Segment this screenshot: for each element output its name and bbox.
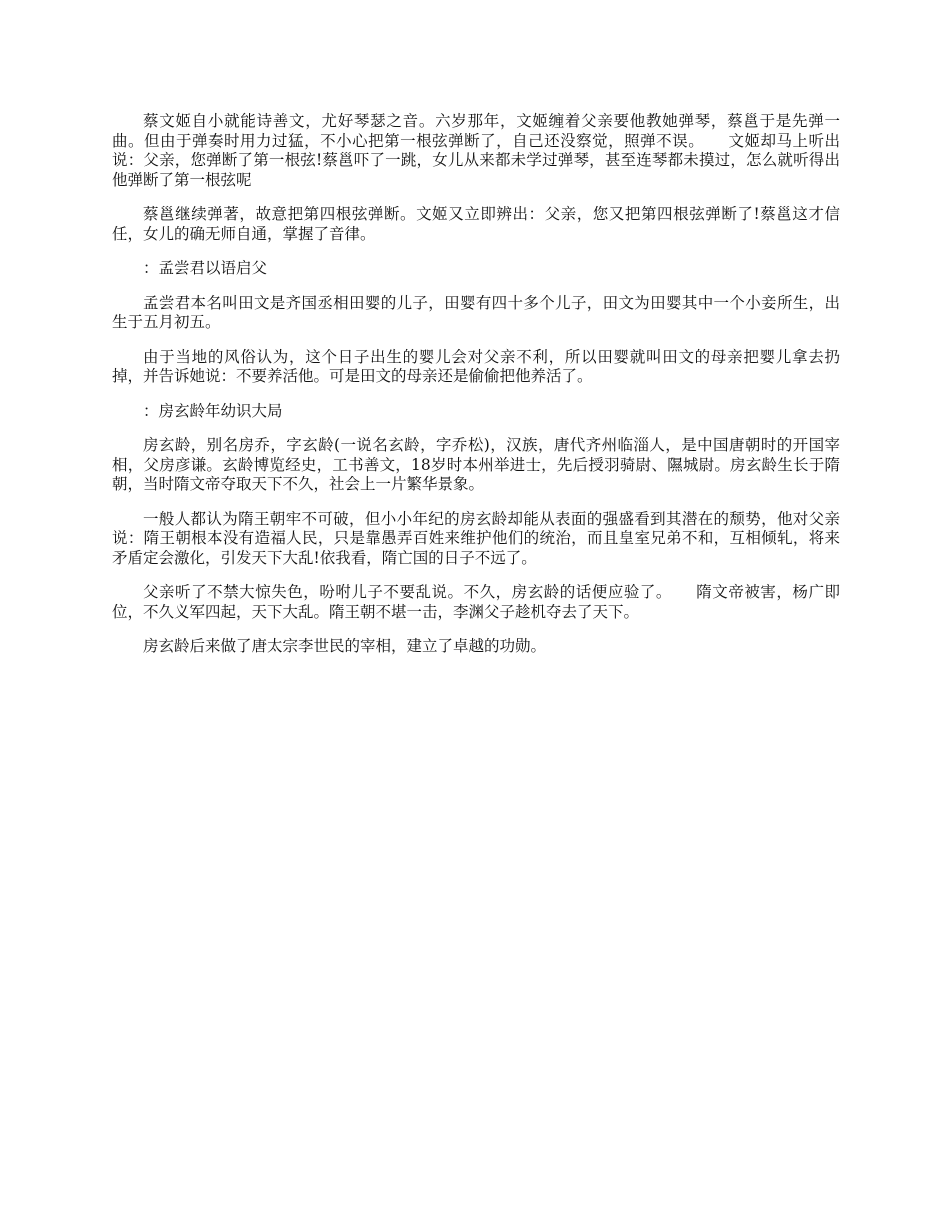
- paragraph-fang-xuanling-fulfilled: 父亲听了不禁大惊失色，吩咐儿子不要乱说。不久，房玄龄的话便应验了。 隋文帝被害，杨广即位，不久义军四起，天下大乱。隋王朝不堪一击，李渊父子趁机夺去了天下。: [112, 583, 840, 621]
- document-body: [112, 112, 840, 672]
- section-heading-fang-xuanling: ：房玄龄年幼识大局: [143, 401, 283, 420]
- paragraph-fang-xuanling-prediction: 一般人都认为隋王朝牢不可破，但小小年纪的房玄龄却能从表面的强盛看到其潜在的颓势，他对父亲说：隋王朝根本没有造福人民，只是靠愚弄百姓来维护他们的统治，而且皇室兄弟不和，互相倾轧，将来矛盾定会激化，引发天下大乱!依我看，隋亡国的日子不远了。: [112, 509, 840, 567]
- paragraph-cai-wenji-intro: 蔡文姬自小就能诗善文，尤好琴瑟之音。六岁那年，文姬缠着父亲要他教她弹琴，蔡邕于是先弹一曲。但由于弹奏时用力过猛，不小心把第一根弦弹断了，自己还没察觉，照弹不误。 文姬却马上听出说：父亲，您弹断了第一根弦!蔡邕吓了一跳，女儿从来都未学过弹琴，甚至连琴都未摸过，怎么就听得出他弹断了第一根弦呢: [112, 112, 840, 189]
- paragraph-mengchangjun-custom: 由于当地的风俗认为，这个日子出生的婴儿会对父亲不利，所以田婴就叫田文的母亲把婴儿拿去扔掉，并告诉她说：不要养活他。可是田文的母亲还是偷偷把他养活了。: [112, 347, 840, 385]
- paragraph-cai-wenji-fourth-string: 蔡邕继续弹著，故意把第四根弦弹断。文姬又立即辨出：父亲，您又把第四根弦弹断了!蔡邕这才信任，女儿的确无师自通，掌握了音律。: [112, 205, 840, 243]
- paragraph-fang-xuanling-bio: 房玄龄，别名房乔，字玄龄(一说名玄龄，字乔松)，汉族，唐代齐州临淄人，是中国唐朝时的开国宰相，父房彦谦。玄龄博览经史，工书善文，18岁时本州举进士，先后授羽骑尉、隰城尉。房玄龄生长于隋朝，当时隋文帝夺取天下不久，社会上一片繁华景象。: [112, 436, 840, 493]
- paragraph-fang-xuanling-later: 房玄龄后来做了唐太宗李世民的宰相，建立了卓越的功勋。: [143, 637, 547, 655]
- paragraph-mengchangjun-birth: 孟尝君本名叫田文是齐国丞相田婴的儿子，田婴有四十多个儿子，田文为田婴其中一个小妾所生，出生于五月初五。: [112, 293, 840, 331]
- section-heading-mengchangjun: ：孟尝君以语启父: [143, 259, 268, 277]
